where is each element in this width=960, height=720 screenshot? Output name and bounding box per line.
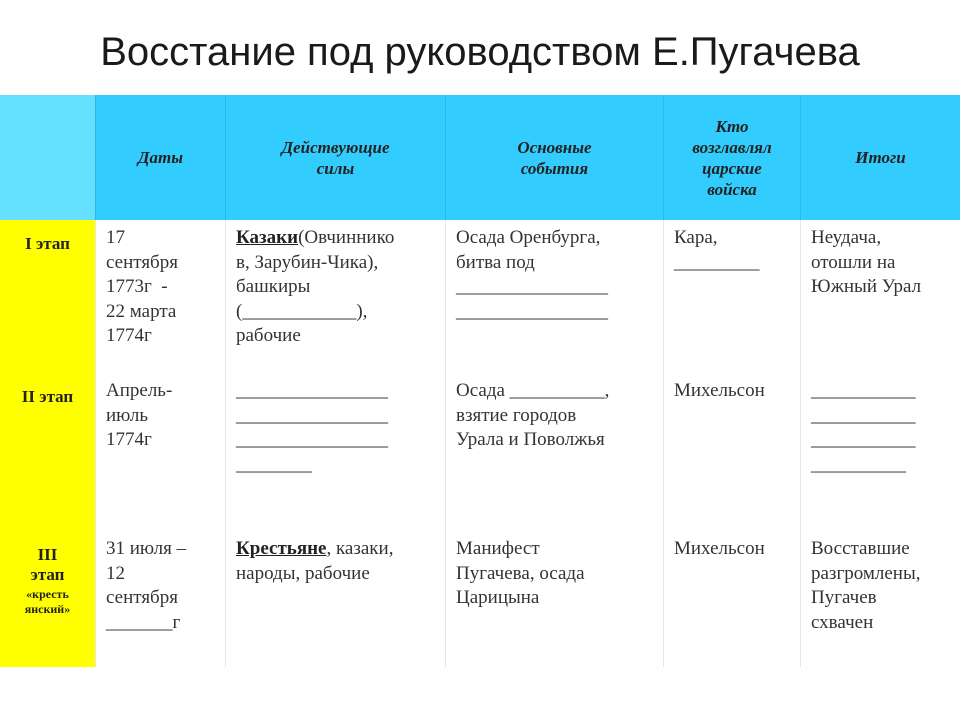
header-results [800,95,960,220]
leaders-cell [663,531,800,667]
forces-line: народы, рабочие [236,562,370,584]
results-line: Пугачев [811,587,877,608]
events-line: Царицына [456,587,540,608]
stage-note: «кресть [26,587,69,601]
dates-line: сентября [106,587,178,608]
header-leaders-line: Кто [715,116,749,136]
dates-cell [95,373,225,531]
stage-cell [0,373,95,531]
events-cell [445,531,663,667]
events-line: Урала и Поволжья [456,429,605,450]
events-line: Осада Оренбурга, [456,227,601,248]
dates-line: 22 марта [106,300,177,322]
results-line: ___________ [811,404,916,426]
forces-cell [225,531,445,667]
forces-line: ________________ [236,404,388,426]
stage-label: этап [30,565,65,584]
results-line: Восставшие [811,538,910,559]
dates-line: июль [106,404,149,426]
table-row [0,531,960,667]
leaders-cell [663,220,800,373]
stage-note: янский» [24,602,71,616]
stage-cell [0,531,95,667]
events-line: Манифест [456,538,540,559]
events-line: Пугачева, осада [456,562,585,584]
header-results-label: Итоги [855,148,906,167]
header-corner-cell [0,95,95,220]
events-cell [445,373,663,531]
dates-line: 1774г [106,325,152,346]
results-line: ___________ [811,429,916,450]
dates-line: 1774г [106,429,152,450]
forces-text: , казаки, [326,538,394,559]
header-events [445,95,663,220]
forces-line: рабочие [236,325,301,346]
results-line: отошли на [811,251,896,273]
leaders-line: Михельсон [674,538,765,559]
events-line: Осада __________, [456,380,610,401]
results-line: Неудача, [811,227,882,248]
dates-line: _______г [106,611,181,633]
header-leaders-line: войска [707,179,757,199]
slide-title: Восстание под руководством Е.Пугачева [100,30,860,74]
forces-cell [225,373,445,531]
header-forces [225,95,445,220]
dates-line: Апрель- [106,380,173,401]
dates-cell [95,220,225,373]
forces-line: (____________), [236,300,368,322]
forces-line: в, Зарубин-Чика), [236,251,379,273]
forces-cell [225,220,445,373]
header-leaders-line: возглавлял [692,137,772,157]
events-line: ________________ [456,276,608,297]
results-line: ___________ [811,380,916,401]
stage-label: III [37,545,58,564]
header-forces-line: Действующие [281,137,390,157]
forces-line: ________ [236,453,312,475]
results-line: Южный Урал [811,276,922,297]
results-line: разгромлены, [811,562,921,584]
table-row [0,373,960,531]
leaders-line: _________ [674,251,760,273]
stage-label: I этап [25,234,70,253]
leaders-line: Михельсон [674,380,765,401]
events-line: взятие городов [456,404,577,426]
results-cell [800,531,960,667]
events-line: ________________ [456,300,608,322]
dates-cell [95,531,225,667]
events-cell [445,220,663,373]
dates-line: сентября [106,251,178,273]
results-line: __________ [811,453,906,475]
forces-line: башкиры [236,276,311,297]
header-dates-label: Даты [137,148,184,167]
dates-line: 31 июля – [106,538,187,559]
uprising-table [0,95,960,667]
leaders-line: Кара, [674,227,718,248]
header-forces-line: силы [316,158,355,178]
forces-highlight: Казаки [236,227,299,248]
dates-line: 1773г - [106,276,168,297]
events-line: битва под [456,251,535,273]
table-header-row [0,95,960,220]
dates-line: 17 [106,227,125,248]
header-leaders-line: царские [702,158,762,178]
header-dates [95,95,225,220]
forces-line: ________________ [236,429,388,450]
results-line: схвачен [811,611,874,633]
dates-line: 12 [106,562,125,584]
forces-line: ________________ [236,380,388,401]
forces-highlight: Крестьяне [236,538,327,559]
header-events-line: события [520,158,589,178]
forces-text: (Овчиннико [298,227,395,248]
results-cell [800,220,960,373]
header-events-line: Основные [517,137,592,157]
header-leaders [663,95,800,220]
stage-label: II этап [21,387,74,406]
stage-cell [0,220,95,373]
leaders-cell [663,373,800,531]
results-cell [800,373,960,531]
table-row [0,220,960,373]
